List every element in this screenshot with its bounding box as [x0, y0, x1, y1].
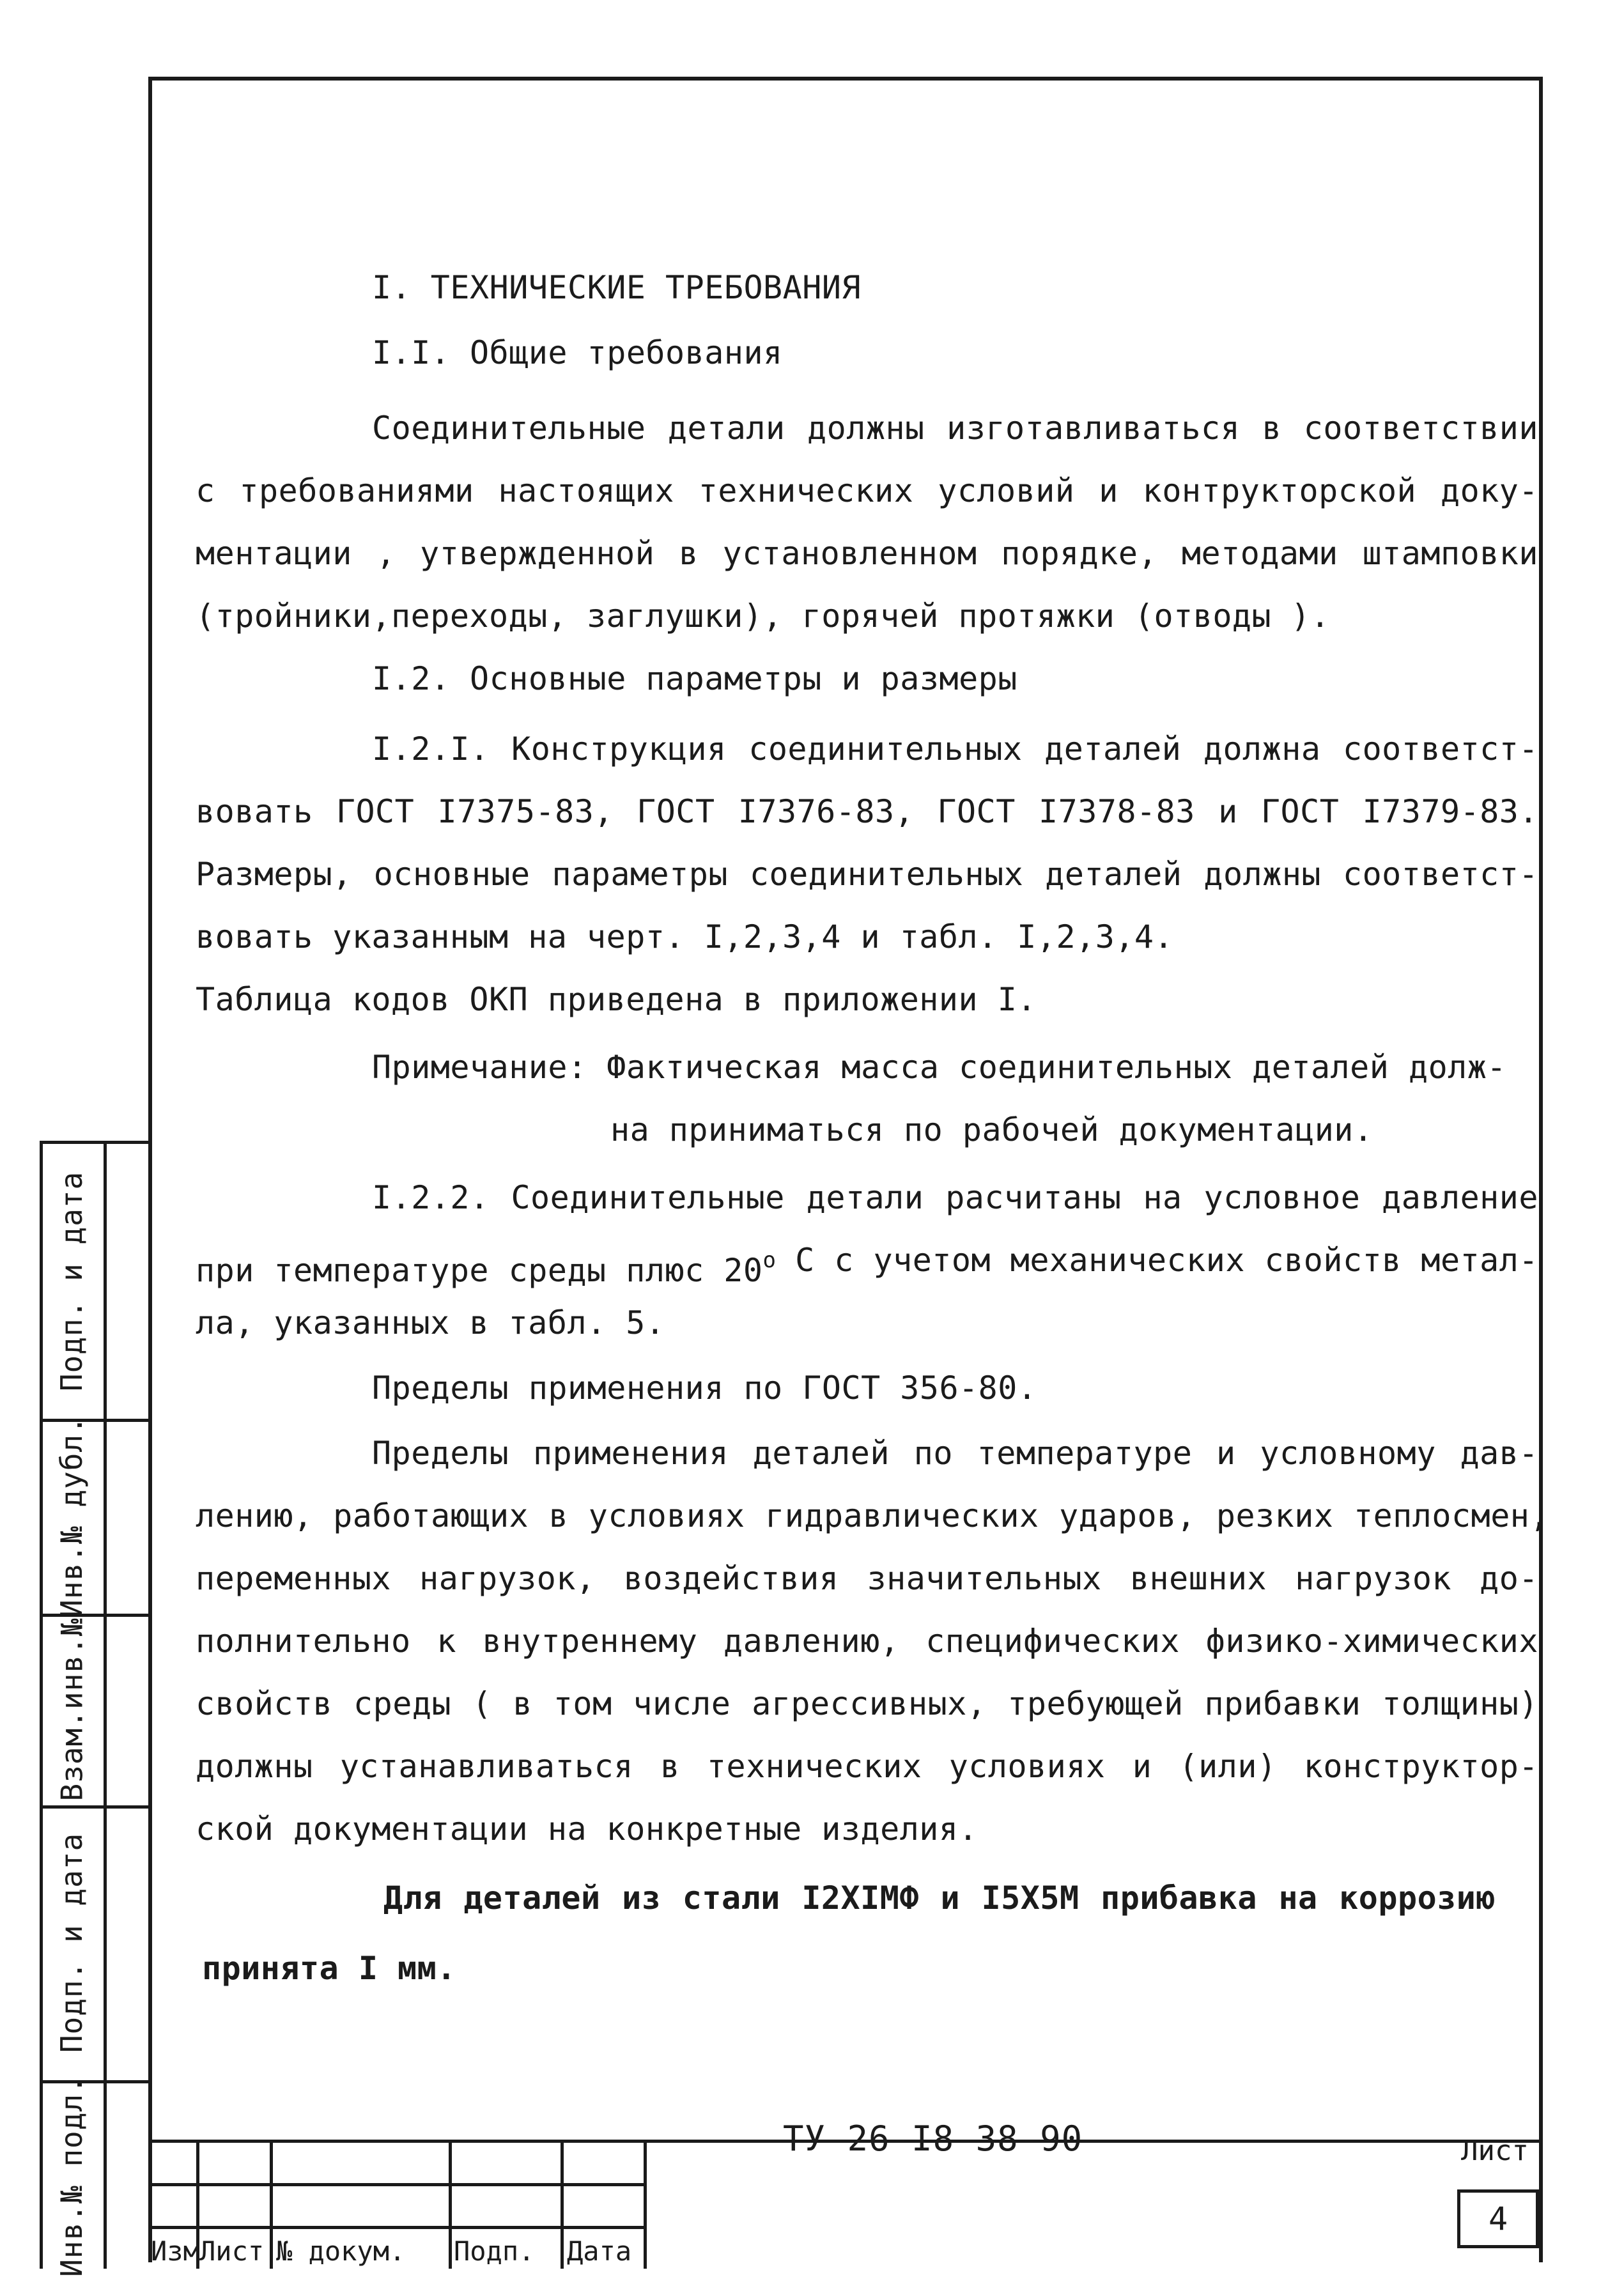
note-line: на приниматься по рабочей документации. [610, 1111, 1373, 1148]
sheet-label: Лист [1461, 2134, 1529, 2167]
paragraph-line: ментации , утвержденной в установленном порядке, методами штамповки [196, 535, 1538, 572]
paragraph-line: ской документации на конкретные изделия. [196, 1810, 978, 1848]
paragraph-line: переменных нагрузок, воздействия значительных внешних нагрузок до- [196, 1560, 1538, 1597]
note-line: Примечание: Фактическая масса соединительных деталей долж- [372, 1049, 1506, 1086]
paragraph-line: Соединительные детали должны изготавливаться в соответствии [372, 410, 1538, 447]
paragraph-line: принята I мм. [202, 1950, 456, 1987]
paragraph-line: I.2.I. Конструкция соединительных деталей должна соответст- [372, 730, 1538, 768]
stamp-col-data: Дата [567, 2235, 632, 2267]
page-frame [148, 77, 1543, 2262]
paragraph-line-part: С с учетом механических свойств метал- [795, 1242, 1538, 1279]
binding-strip [40, 1141, 148, 2277]
subsection-title: I.I. Общие требования [372, 334, 783, 371]
document-code: ТУ 26-I8-38-90 [783, 2119, 1083, 2159]
paragraph-line: вовать ГОСТ I7375-83, ГОСТ I7376-83, ГОСТ I7378-83 и ГОСТ I7379-83. [196, 793, 1538, 830]
paragraph-line [196, 1241, 1538, 1290]
stamp-col-izm: Изм [151, 2235, 199, 2267]
section-title: I. ТЕХНИЧЕСКИЕ ТРЕБОВАНИЯ [372, 269, 862, 306]
strip-label: Взам.инв.№ [54, 1617, 89, 1802]
stamp-col-list: Лист [199, 2235, 265, 2267]
paragraph-line: Размеры, основные параметры соединительных деталей должны соответст- [196, 856, 1538, 893]
paragraph-line-part: при температуре среды плюс $20^о$ [196, 1247, 777, 1289]
title-block [148, 2140, 1543, 2269]
paragraph-line: (тройники,переходы, заглушки), горячей протяжки (отводы ). [196, 598, 1330, 635]
sheet-number: 4 [1457, 2189, 1539, 2248]
strip-label: Инв.№ подл. [54, 2075, 89, 2277]
paragraph-line: с требованиями настоящих технических условий и контрукторской доку- [196, 472, 1538, 509]
strip-label: Инв.№ дубл. [54, 1415, 89, 1617]
degree-mark: о [762, 1247, 777, 1273]
subsection-title: I.2. Основные параметры и размеры [372, 660, 1017, 697]
paragraph-line: ла, указанных в табл. 5. [196, 1304, 665, 1341]
paragraph-line: Пределы применения деталей по температуре и условному дав- [372, 1435, 1538, 1472]
stamp-col-podp: Подп. [454, 2235, 535, 2267]
paragraph-line: вовать указанным на черт. I,2,3,4 и табл. I,2,3,4. [196, 918, 1174, 955]
paragraph-line: полнительно к внутреннему давлению, специфических физико-химических [196, 1623, 1538, 1660]
stamp-col-dokum: № докум. [276, 2235, 406, 2267]
paragraph-line: Таблица кодов ОКП приведена в приложении I. [196, 981, 1037, 1018]
paragraph-line: I.2.2. Соединительные детали расчитаны на условное давление [372, 1179, 1538, 1216]
strip-label: Подп. и дата [54, 1832, 89, 2053]
paragraph-line: свойств среды ( в том числе агрессивных, требующей прибавки толщины) [196, 1685, 1538, 1722]
paragraph-line: Пределы применения по ГОСТ 356-80. [372, 1370, 1037, 1407]
paragraph-line: лению, работающих в условиях гидравлических ударов, резких теплосмен, [196, 1497, 1549, 1534]
paragraph-line: должны устанавливаться в технических условиях и (или) конструктор- [196, 1748, 1538, 1785]
strip-label: Подп. и дата [54, 1171, 89, 1392]
sheet-box [1457, 2134, 1543, 2265]
paragraph-line: Для деталей из стали I2XIМФ и I5X5М прибавка на коррозию [383, 1879, 1496, 1917]
